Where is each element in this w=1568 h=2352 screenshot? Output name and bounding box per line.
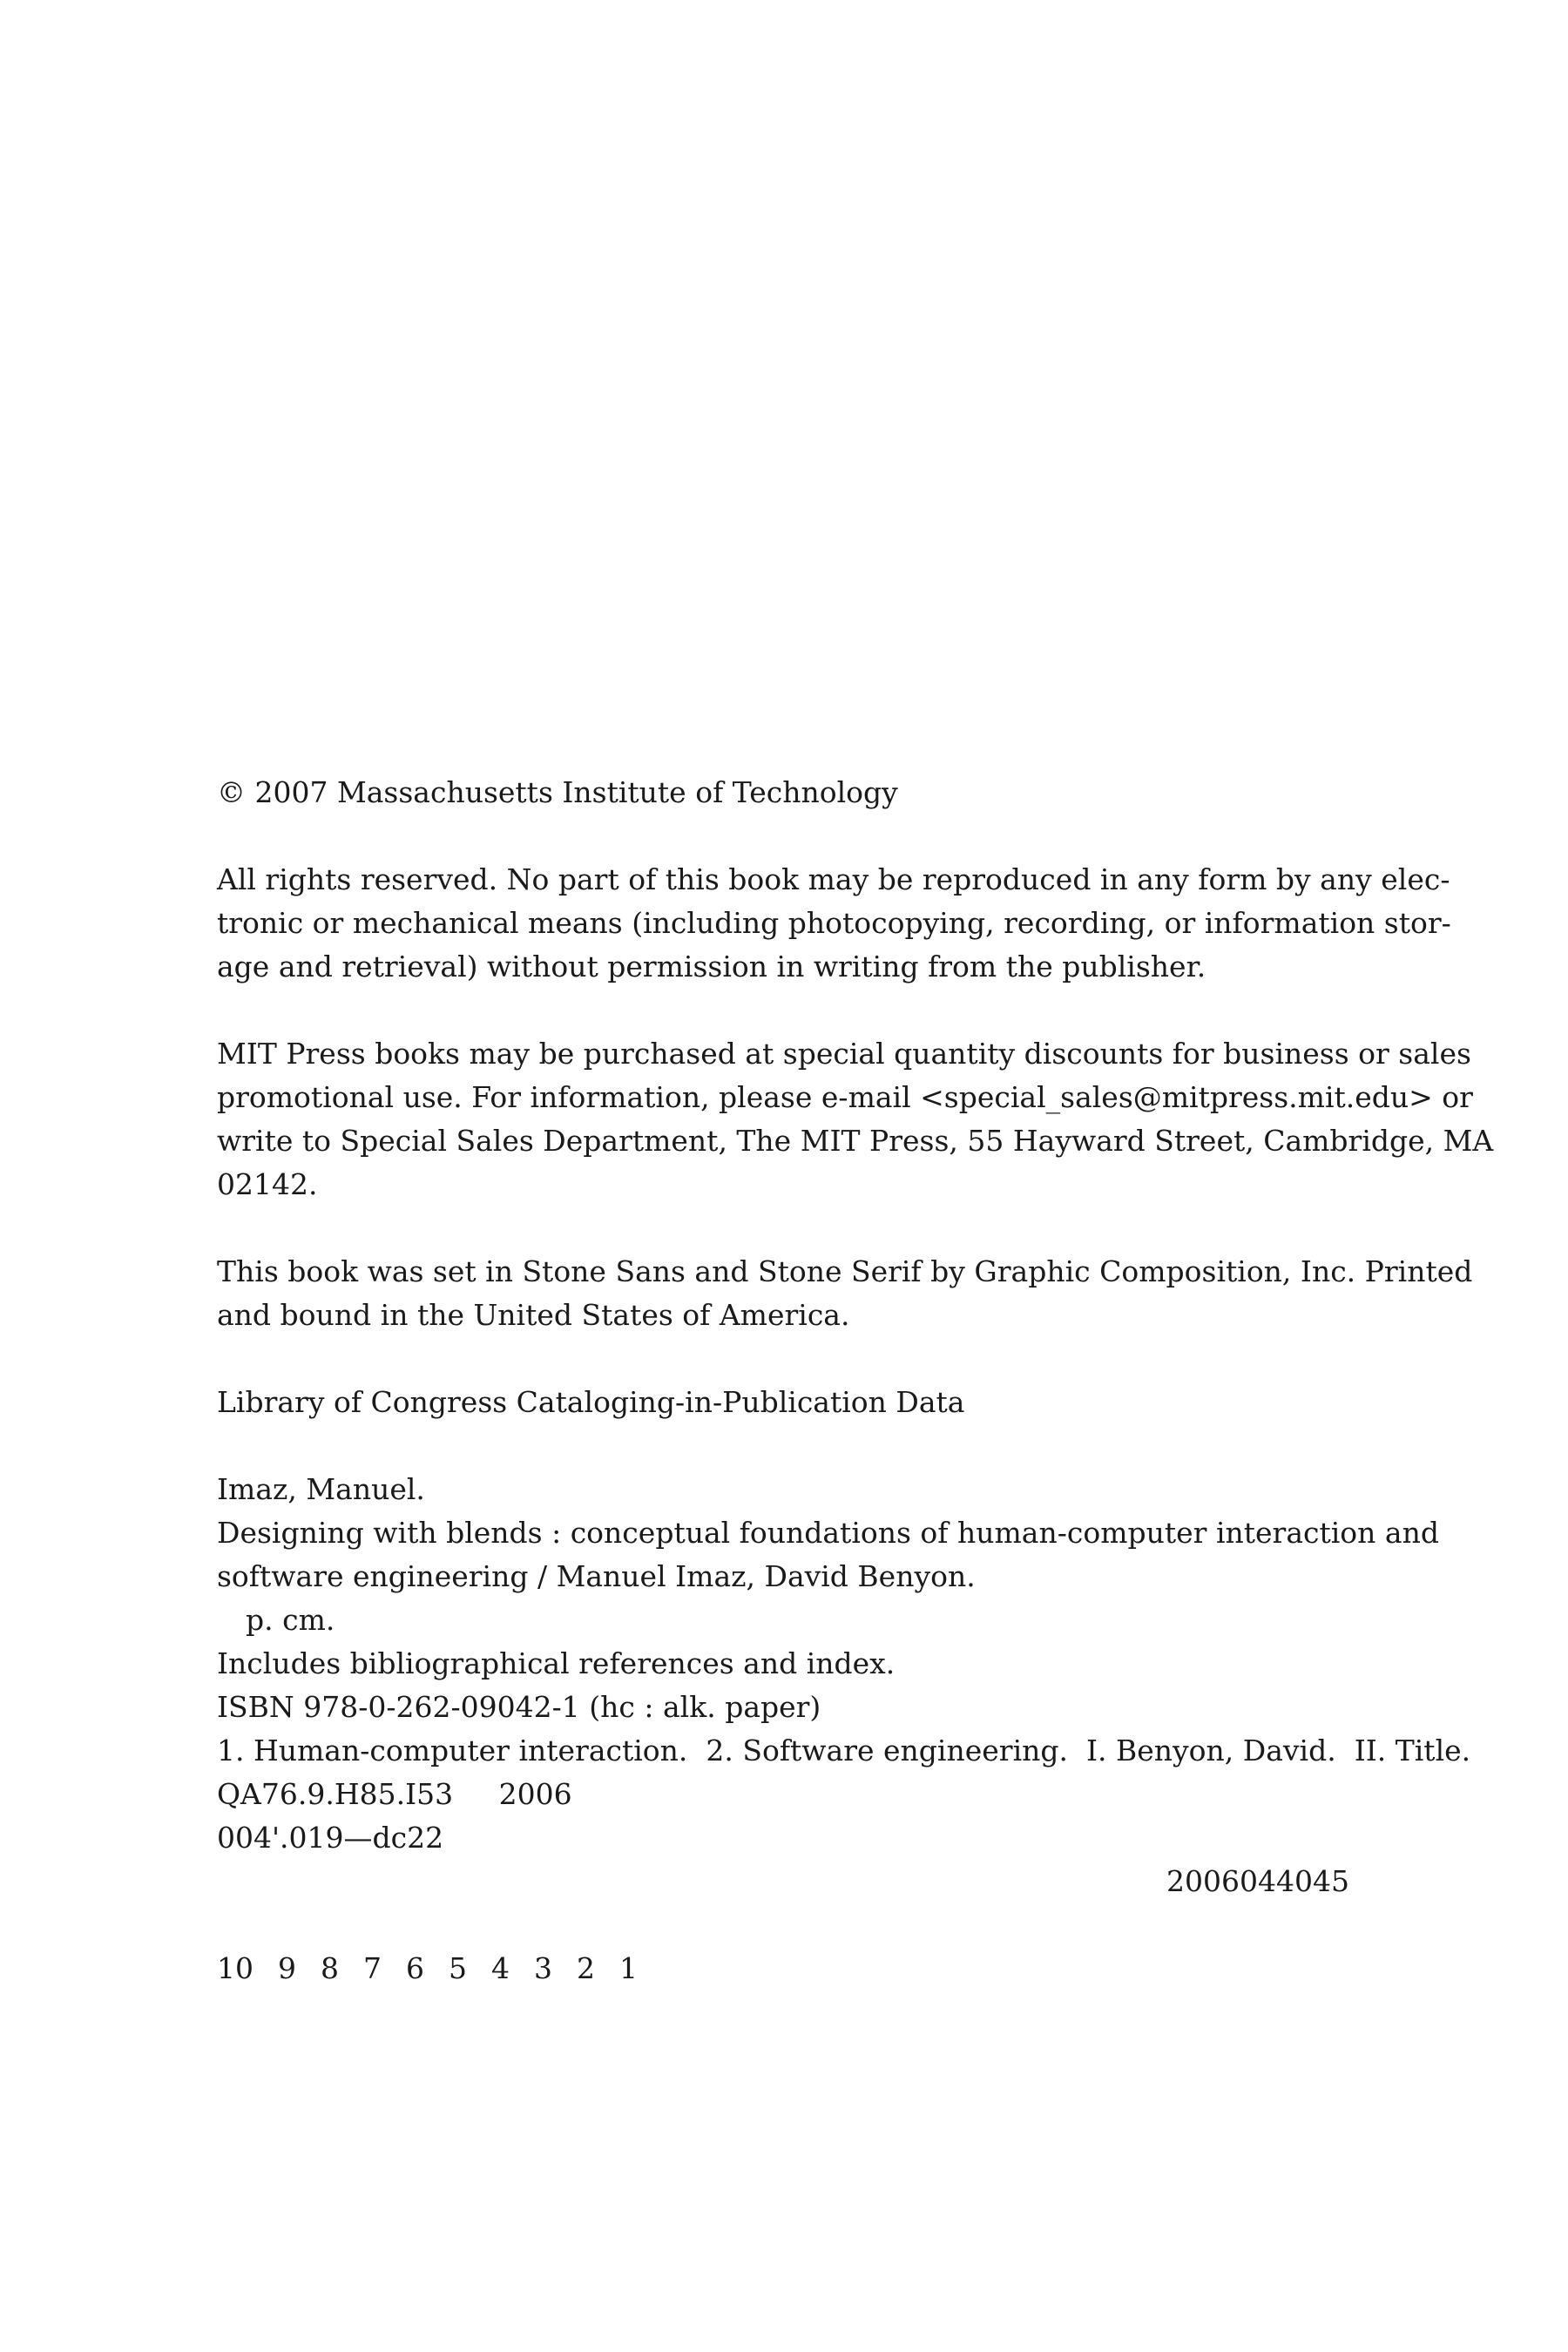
cip-lccn: 2006044045 [1166,1864,1349,1898]
spacer [217,1337,1349,1381]
printing-number: 1 [619,1951,638,1985]
cip-lc-class: QA76.9.H85.I53 2006 [217,1777,572,1811]
printing-number: 5 [449,1951,467,1985]
spacer [217,814,1349,858]
spacer [217,1903,1349,1947]
sales-line: MIT Press books may be purchased at special quantity discounts for business or sales [217,1037,1471,1071]
printing-number: 3 [534,1951,552,1985]
printing-line [217,1947,1349,1990]
printing-number: 8 [321,1951,339,1985]
rights-line: All rights reserved. No part of this book may be reproduced in any form by any elec- [217,862,1450,896]
rights-paragraph [217,858,1451,989]
sales-line: promotional use. For information, please e-mail <special_sales@mitpress.mit.edu> or [217,1080,1473,1114]
spacer [217,989,1349,1032]
printing-number: 2 [577,1951,595,1985]
rights-line: tronic or mechanical means (including photocopying, recording, or information stor- [217,906,1451,940]
printing-number: 10 [217,1951,253,1985]
cip-author: Imaz, Manuel. [217,1472,425,1506]
cip-physical: p. cm. [246,1603,335,1637]
typesetting-paragraph [217,1250,1473,1337]
printing-number: 7 [363,1951,382,1985]
copyright-page [217,771,1494,1990]
spacer [217,1424,1349,1468]
sales-line: write to Special Sales Department, The MIT Press, 55 Hayward Street, Cambridge, MA [217,1124,1494,1158]
cip-subjects: 1. Human-computer interaction. 2. Software engineering. I. Benyon, David. II. Title. [217,1734,1471,1767]
cip-title-line: software engineering / Manuel Imaz, David Benyon. [217,1559,976,1593]
printing-number: 9 [278,1951,296,1985]
cip-notes: Includes bibliographical references and index. [217,1646,896,1680]
printing-number: 4 [491,1951,510,1985]
copyright-notice: © 2007 Massachusetts Institute of Technology [217,775,898,809]
sales-paragraph [217,1032,1494,1206]
cip-heading: Library of Congress Cataloging-in-Publication Data [217,1385,965,1419]
sales-line: 02142. [217,1167,318,1201]
typesetting-line: and bound in the United States of America. [217,1298,850,1332]
printing-number: 6 [406,1951,424,1985]
rights-line: age and retrieval) without permission in writing from the publisher. [217,950,1206,983]
cip-title-line: Designing with blends : conceptual foundations of human-computer interaction and [217,1516,1439,1550]
cip-dewey: 004'.019—dc22 [217,1821,444,1855]
cip-block [217,1468,1471,1903]
typesetting-line: This book was set in Stone Sans and Stone Serif by Graphic Composition, Inc. Printed [217,1254,1473,1288]
cip-isbn: ISBN 978-0-262-09042-1 (hc : alk. paper) [217,1690,821,1724]
spacer [217,1206,1349,1250]
